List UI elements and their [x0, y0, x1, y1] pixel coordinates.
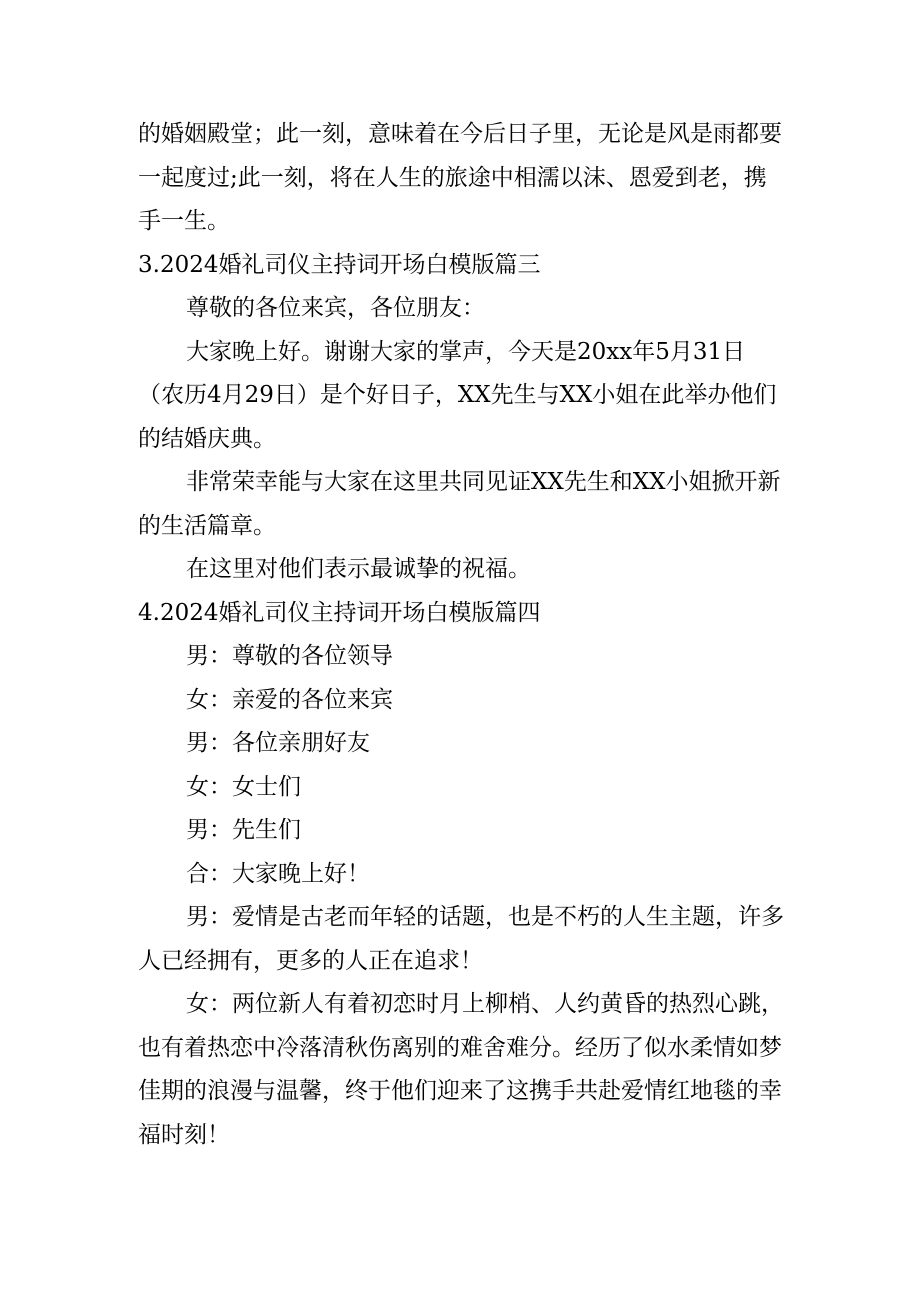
- section-heading-3: 3.2024婚礼司仪主持词开场白模版篇三: [138, 251, 541, 278]
- dialogue-line: 女：亲爱的各位来宾: [186, 686, 393, 713]
- paragraph-witness: 非常荣幸能与大家在这里共同见证XX先生和XX小姐掀开新的生活篇章。: [138, 469, 781, 539]
- document-body: [138, 113, 786, 1157]
- dialogue-line: 男：先生们: [186, 817, 301, 843]
- paragraph-opening: 大家晚上好。谢谢大家的掌声，今天是20xx年5月31日（农历4月29日）是个好日子，XX先生与XX小姐在此举办他们的结婚庆典。: [138, 338, 777, 452]
- section-heading-4: 4.2024婚礼司仪主持词开场白模版篇四: [138, 599, 541, 626]
- paragraph-continuation: 的婚姻殿堂；此一刻，意味着在今后日子里，无论是风是雨都要一起度过;此一刻，将在人生的旅途中相濡以沫、恩爱到老，携手一生。: [138, 121, 782, 234]
- dialogue-line: 合：大家晚上好！: [186, 860, 370, 887]
- paragraph-blessing: 在这里对他们表示最诚挚的祝福。: [186, 556, 531, 582]
- paragraph-love-theme: 男：爱情是古老而年轻的话题，也是不朽的人生主题，许多人已经拥有，更多的人正在追求！: [138, 904, 784, 974]
- dialogue-line: 男：各位亲朋好友: [186, 730, 370, 756]
- paragraph-new-couple: 女：两位新人有着初恋时月上柳梢、人约黄昏的热烈心跳，也有着热恋中冷落清秋伤离别的难舍难分。经历了似水柔情如梦佳期的浪漫与温馨，终于他们迎来了这携手共赴爱情红地毯的幸福时刻！: [138, 991, 784, 1148]
- dialogue-line: 男：尊敬的各位领导: [186, 643, 393, 669]
- paragraph-greeting: 尊敬的各位来宾，各位朋友：: [186, 295, 485, 321]
- dialogue-line: 女：女士们: [186, 773, 301, 800]
